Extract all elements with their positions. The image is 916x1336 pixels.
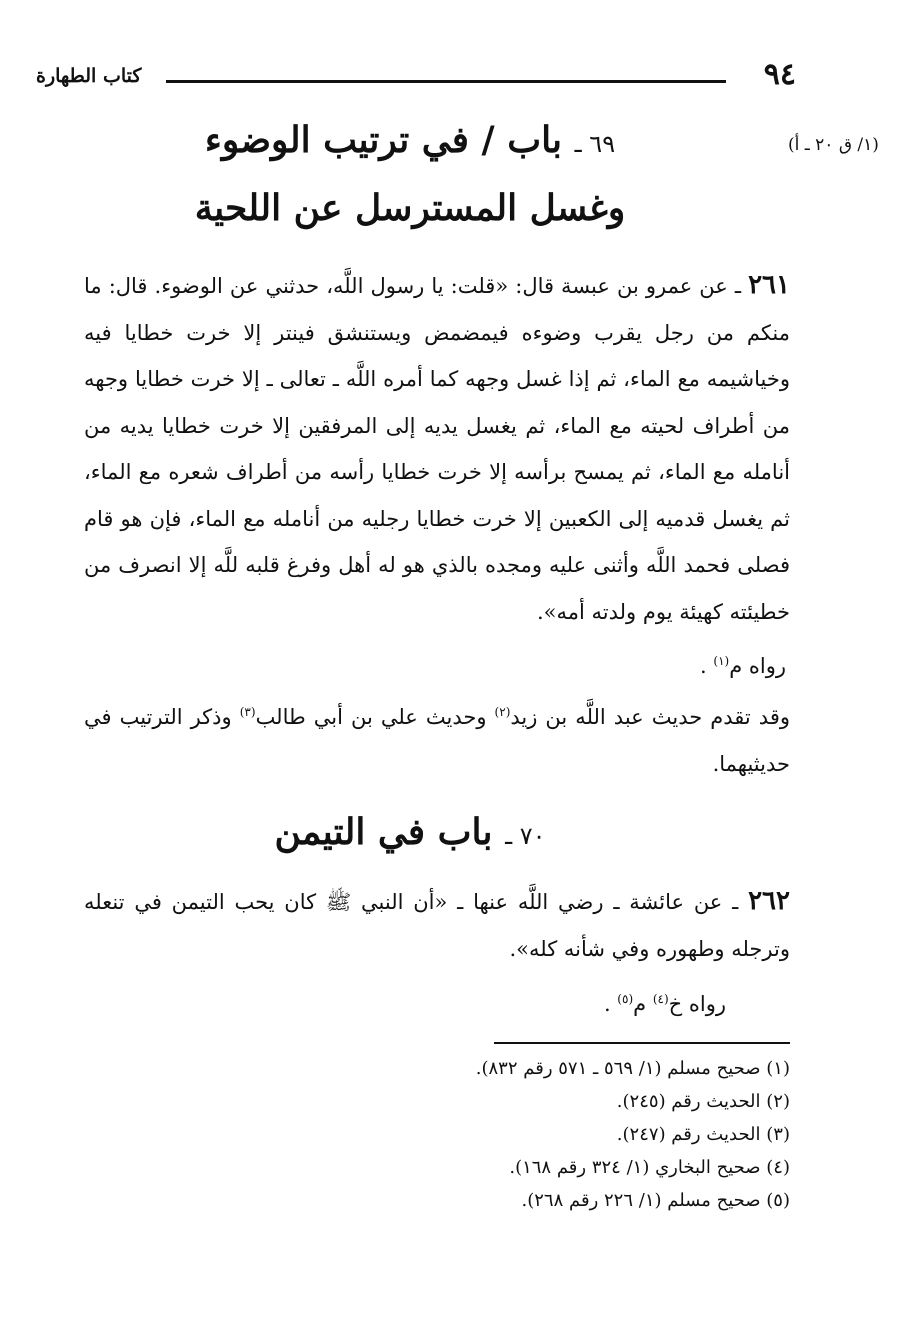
footnote-item: (٤) صحيح البخاري (١/ ٣٢٤ رقم ١٦٨). [509, 1157, 790, 1178]
source-end: . [700, 654, 714, 678]
source-text: م [633, 992, 653, 1016]
chapter-heading-70 [100, 800, 720, 868]
footnote-item: (٢) الحديث رقم (٢٤٥). [616, 1091, 790, 1112]
footnote-ref[interactable]: (٤) [652, 992, 669, 1006]
chapter-title-line-2: وغسل المسترسل عن اللحية [194, 187, 626, 229]
note-text-part: وحديث علي بن أبي طالب [255, 705, 495, 729]
hadith-paragraph-262 [84, 878, 790, 972]
chapter-number: ٦٩ ـ [574, 130, 616, 158]
footnotes-list [90, 1052, 790, 1217]
hadith-source-line [604, 984, 726, 1024]
footnote-item: (٣) الحديث رقم (٢٤٧). [616, 1124, 790, 1145]
hadith-text: ـ عن عمرو بن عبسة قال: «قلت: يا رسول اللَّه، حدثني عن الوضوء. قال: ما منكم من رجل يقرب وضوءه فيمضمض ويستنشق فينتر إلا خرت خطايا فيه وخياشيمه مع الماء، ثم إذا غسل وجهه كما أمره اللَّه ـ تعالى ـ إلا خرت خطايا وجهه من أطراف لحيته مع الماء، ثم يغسل يديه إلى المرفقين إلا خرت خطايا يديه من أنامله مع الماء، ثم يمسح برأسه إلا خرت خطايا رأسه من أطراف شعره مع الماء، ثم يغسل قدميه إلى الكعبين إلا خرت خطايا رجليه من أنامله مع الماء، فإن هو قام فصلى فحمد اللَّه وأثنى عليه ومجده بالذي هو له أهل وفرغ قلبه للَّه إلا انصرف من خطيئته كهيئة يوم ولدته أمه». [84, 274, 790, 624]
footnote-ref[interactable]: (٢) [494, 705, 511, 719]
footnote-ref[interactable]: (٥) [617, 992, 634, 1006]
manuscript-margin-note: (١/ ق ٢٠ ـ أ) [788, 135, 879, 155]
hadith-number: ٢٦١ [748, 270, 790, 300]
source-text: رواه م [729, 654, 786, 678]
footnote-item: (١) صحيح مسلم (١/ ٥٦٩ ـ ٥٧١ رقم ٨٣٢). [475, 1058, 790, 1079]
hadith-text: ـ عن عائشة ـ رضي اللَّه عنها ـ «أن النبي ﷺ كان يحب التيمن في تنعله وترجله وطهوره وفي شأنه كله». [84, 890, 790, 961]
source-end: . [603, 992, 618, 1016]
chapter-title-line-1: باب / في ترتيب الوضوء [204, 119, 563, 161]
hadith-number: ٢٦٢ [748, 886, 790, 916]
footnote-separator [494, 1042, 790, 1044]
note-text-part: وقد تقدم حديث عبد اللَّه بن زيد [510, 705, 791, 729]
chapter-title: باب في التيمن [274, 811, 493, 853]
footnote-item: (٥) صحيح مسلم (١/ ٢٢٦ رقم ٢٦٨). [521, 1190, 790, 1211]
chapter-heading-69 [100, 108, 720, 176]
chapter-number: ٧٠ ـ [505, 822, 546, 850]
page-number: ٩٤ [763, 57, 796, 92]
editor-note-paragraph [84, 694, 790, 787]
running-header [36, 58, 796, 98]
hadith-paragraph-261 [84, 262, 790, 635]
source-text: رواه خ [668, 992, 726, 1016]
footnote-ref[interactable]: (١) [713, 654, 730, 668]
hadith-source-line [700, 646, 786, 686]
chapter-heading-69-line-2 [100, 176, 720, 240]
header-rule [166, 80, 726, 83]
footnote-ref[interactable]: (٣) [239, 705, 256, 719]
book-title: كتاب الطهارة [36, 65, 142, 87]
note-text-part: وذكر الترتيب في حديثيهما. [84, 705, 790, 776]
